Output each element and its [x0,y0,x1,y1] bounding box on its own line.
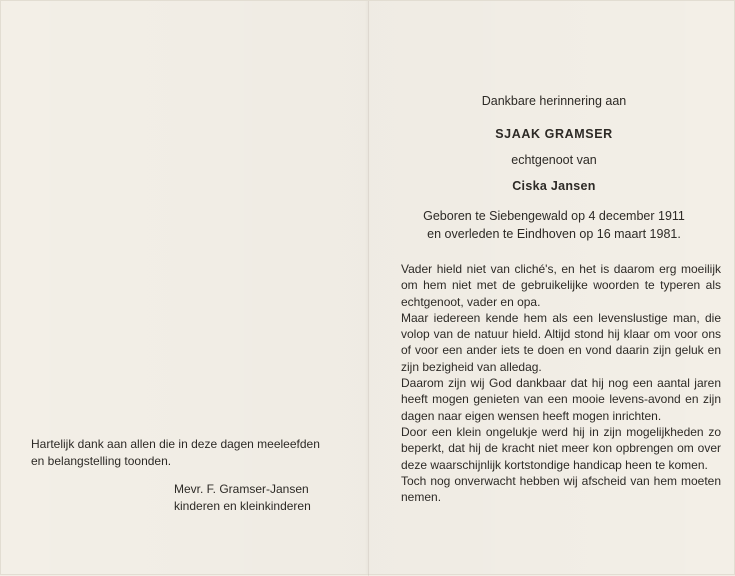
memorial-paragraph: Maar iedereen kende hem als een levenslustige man, die volop van de natuur hield. Altijd stond hij klaar om voor ons of voor een ander iets te doen en vond daarin zijn geluk en zijn bezigheid van alledag. [401,310,721,374]
left-panel [1,1,368,576]
spouse-label: echtgenoot van [511,153,597,167]
signature-block [174,481,354,515]
right-panel [369,1,735,576]
signature-line: Mevr. F. Gramser-Jansen [174,482,309,496]
signature-line: kinderen en kleinkinderen [174,499,311,513]
memorial-paragraph: Vader hield niet van cliché's, en het is daarom erg moeilijk om hem niet met de gebruikelijke woorden te typeren als echtgenoot, vader en opa. [401,262,721,309]
memorial-paragraph: Toch nog onverwacht hebben wij afscheid van hem moeten nemen. [401,473,721,505]
memorial-text [401,261,721,505]
thanks-line: Hartelijk dank aan allen die in deze dagen meeleefden [31,437,320,451]
date-line: Geboren te Siebengewald op 4 december 1911 [423,209,685,223]
thanks-line: en belangstelling toonden. [31,454,172,468]
card-heading: Dankbare herinnering aan [481,94,627,108]
spouse-name: Ciska Jansen [512,179,596,193]
thanks-message [31,436,351,470]
memorial-paragraph: Daarom zijn wij God dankbaar dat hij nog een aantal jaren heeft mogen genieten van een mooie levens-avond en zijn dagen naar eigen wensen heeft mogen inrichten. [401,376,721,423]
birth-death-dates [389,207,719,243]
memorial-paragraph: Door een klein ongelukje werd hij in zijn mogelijkheden zo beperkt, dat hij de kracht niet meer kon opbrengen om over deze waarschijnlijk kortstondige handicap heen te komen. [401,424,721,472]
deceased-name: SJAAK GRAMSER [495,127,613,141]
date-line: en overleden te Eindhoven op 16 maart 1981. [427,227,681,241]
